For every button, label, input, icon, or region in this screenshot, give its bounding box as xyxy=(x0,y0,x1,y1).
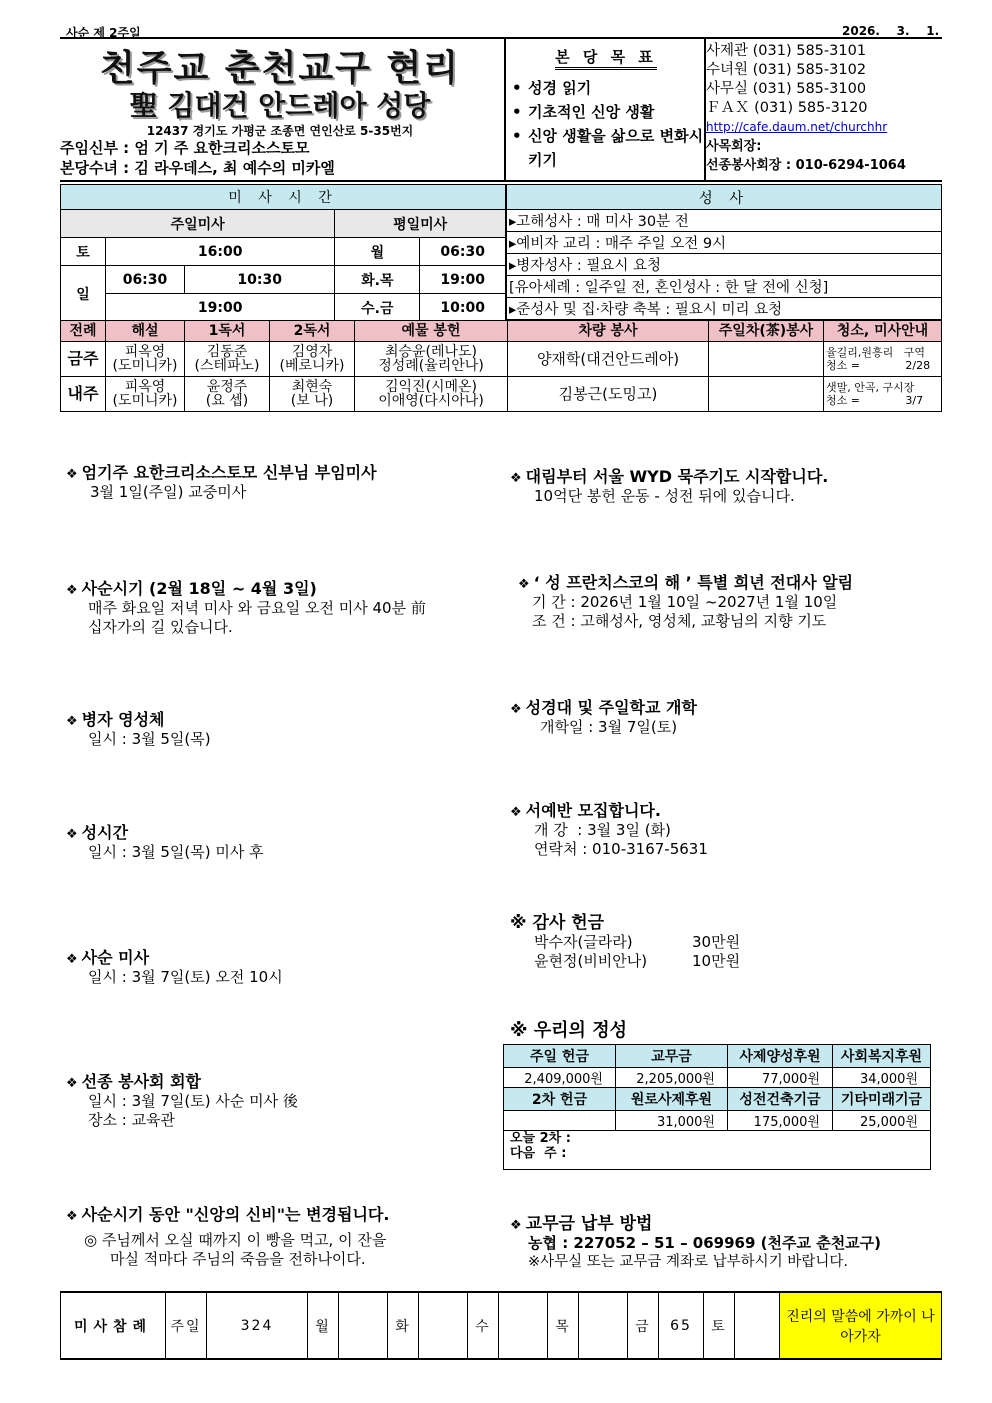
service-head: 선종봉사회장 : 010-6294-1064 xyxy=(706,158,906,173)
diamond-bullet-icon: ❖ xyxy=(66,1076,78,1091)
notice-item: ❖ 병자 영성체 일시 : 3월 5일(목) xyxy=(66,710,211,748)
offering-value xyxy=(504,1111,616,1131)
mass-times-title: 미 사 시 간 xyxy=(61,185,506,210)
notice-item: ❖ 엄기주 요한크리소스토모 신부님 부임미사 3월 1일(주일) 교중미사 xyxy=(66,463,377,501)
attendance-value: 324 xyxy=(207,1292,308,1359)
reference-mark-icon: ※ xyxy=(510,913,533,933)
pastor-name: 주임신부 : 엄 기 주 요한크리소스토모 xyxy=(60,139,310,157)
attendance-value xyxy=(579,1292,628,1359)
bulletin-header xyxy=(60,38,942,182)
sat-label: 토 xyxy=(61,238,106,266)
tuethu-label: 화.목 xyxy=(335,266,420,294)
church-subtitle: 聖 김대건 안드레아 성당 xyxy=(129,89,431,122)
wedfri-label: 수.금 xyxy=(335,294,420,322)
tuethu-time: 19:00 xyxy=(420,266,506,294)
first-reader: 김동준 (스테파노) xyxy=(185,342,270,377)
attendance-day: 금 xyxy=(628,1292,659,1359)
bank-account: 농협 : 227052 – 51 – 069969 (천주교 춘천교구) xyxy=(528,1234,882,1252)
contact-fax: ＦＡＸ (031) 585-3120 xyxy=(706,100,868,116)
duty-header: 해설 xyxy=(106,321,185,342)
second-reader: 최현숙 (보 나) xyxy=(270,377,355,412)
duty-header: 청소, 미사안내 xyxy=(824,321,942,342)
mass-times-table xyxy=(60,184,506,322)
sacrament-line: ▸예비자 교리 : 매주 주일 오전 9시 xyxy=(507,232,942,254)
payment-note: ※사무실 또는 교무금 계좌로 납부하시기 바랍니다. xyxy=(528,1254,848,1270)
tea-service xyxy=(709,377,824,412)
week-label: 금주 xyxy=(61,342,106,377)
contact-rectory: 사제관 (031) 585-3101 xyxy=(706,43,867,59)
wedfri-time: 10:00 xyxy=(420,294,506,322)
diamond-bullet-icon: ❖ xyxy=(518,577,530,592)
attendance-day: 목 xyxy=(548,1292,579,1359)
offering-value: 25,000원 xyxy=(833,1111,931,1131)
church-title: 천주교 춘천교구 현리 xyxy=(99,48,461,89)
attendance-value xyxy=(419,1292,468,1359)
notice-item: ❖ 사순시기 (2월 18일 ~ 4월 3일) 매주 화요일 저녁 미사 와 금요일 오전 미사 40분 前 십자가의 길 있습니다. xyxy=(66,579,426,636)
offering-value: 2,409,000원 xyxy=(504,1068,616,1088)
table-row xyxy=(61,342,942,377)
offering-header: 주일 헌금 xyxy=(504,1045,616,1068)
council-president: 사목회장: xyxy=(706,139,762,154)
diamond-bullet-icon: ❖ xyxy=(66,467,78,482)
sacraments-table xyxy=(506,184,942,320)
attendance-day: 수 xyxy=(468,1292,499,1359)
reference-mark-icon: ※ xyxy=(510,1020,534,1041)
goal-item: • 기초적인 신앙 생활 xyxy=(506,100,706,124)
liturgical-week: 사순 제 2주일 xyxy=(66,26,141,40)
diamond-bullet-icon: ❖ xyxy=(66,952,78,967)
goal-item: • 성경 읽기 xyxy=(506,76,706,100)
motto: 진리의 말씀에 가까이 나아가자 xyxy=(780,1292,942,1359)
notice-item: ❖ 사순시기 동안 "신앙의 신비"는 변경됩니다. ◎ 주님께서 오실 때까지 이 빵을 먹고, 이 잔을 마실 적마다 주님의 죽음을 전하나이다. xyxy=(66,1205,390,1268)
car-service: 양재학(대건안드레아) xyxy=(508,342,709,377)
duty-header: 주일차(茶)봉사 xyxy=(709,321,824,342)
diamond-bullet-icon: ❖ xyxy=(66,714,78,729)
sacrament-line: ▸고해성사 : 매 미사 30분 전 xyxy=(507,210,942,232)
duty-header: 전례 xyxy=(61,321,106,342)
sunday-mass-label: 주일미사 xyxy=(61,210,335,238)
duty-header: 2독서 xyxy=(270,321,355,342)
diamond-bullet-icon: ❖ xyxy=(66,1209,78,1224)
attendance-value: 65 xyxy=(659,1292,704,1359)
tea-service xyxy=(709,342,824,377)
offering-header: 교무금 xyxy=(616,1045,728,1068)
church-address: 12437 경기도 가평군 조종면 연인산로 5-35번지 xyxy=(146,124,414,138)
offertory: 김익진(시메온) 이애영(다시아나) xyxy=(355,377,508,412)
sun-time-3: 19:00 xyxy=(106,294,335,322)
attendance-bar xyxy=(60,1291,942,1360)
offering-value: 31,000원 xyxy=(616,1111,728,1131)
list-item: 윤현정(비비안나) 10만원 xyxy=(534,952,741,970)
commentator: 피옥영 (도미니카) xyxy=(106,377,185,412)
attendance-value xyxy=(735,1292,780,1359)
contact-info xyxy=(706,42,942,175)
mon-label: 월 xyxy=(335,238,420,266)
offering-table xyxy=(503,1044,931,1170)
offertory: 최승윤(레나도) 정성례(율리안나) xyxy=(355,342,508,377)
offering-value: 77,000원 xyxy=(728,1068,833,1088)
notice-item: ❖ 대림부터 서울 WYD 묵주기도 시작합니다. 10억단 봉헌 운동 - 성전 뒤에 있습니다. xyxy=(510,467,829,505)
diamond-bullet-icon: ❖ xyxy=(510,1218,522,1233)
sacrament-line: [유아세례 : 일주일 전, 혼인성사 : 한 달 전에 신청] xyxy=(507,276,942,298)
diamond-bullet-icon: ❖ xyxy=(510,805,522,820)
thanks-offering: ※ 감사 헌금 박수자(글라라) 30만원 윤현정(비비안나) 10만원 xyxy=(510,908,940,971)
notice-item: ❖ 성경대 및 주일학교 개학 개학일 : 3월 7일(토) xyxy=(510,698,697,736)
attendance-value xyxy=(499,1292,548,1359)
offering-value: 2,205,000원 xyxy=(616,1068,728,1088)
attendance-day: 토 xyxy=(704,1292,735,1359)
table-row xyxy=(61,377,942,412)
parish-goal-title: 본 당 목 표 xyxy=(508,46,704,67)
duty-header: 1독서 xyxy=(185,321,270,342)
offering-header: 2차 헌금 xyxy=(504,1088,616,1111)
car-service: 김봉근(도밍고) xyxy=(508,377,709,412)
goal-item: • 신앙 생활을 삶으로 변화시키기 xyxy=(506,124,706,172)
sun-label: 일 xyxy=(61,266,106,322)
commentator: 피옥영 (도미니카) xyxy=(106,342,185,377)
offering-header: 성전건축기금 xyxy=(728,1088,833,1111)
diamond-bullet-icon: ❖ xyxy=(66,827,78,842)
offering-header: 사회복지후원 xyxy=(833,1045,931,1068)
clergy-info xyxy=(60,138,335,178)
notice-item: ❖ 성시간 일시 : 3월 5일(목) 미사 후 xyxy=(66,823,264,861)
diamond-bullet-icon: ❖ xyxy=(510,471,522,486)
diamond-bullet-icon: ❖ xyxy=(66,583,78,598)
attendance-label: 미사참례 xyxy=(61,1292,166,1359)
attendance-day: 화 xyxy=(388,1292,419,1359)
duty-header: 예물 봉헌 xyxy=(355,321,508,342)
sun-time-2: 10:30 xyxy=(185,266,335,294)
contact-office: 사무실 (031) 585-3100 xyxy=(706,81,867,97)
offering-value: 175,000원 xyxy=(728,1111,833,1131)
second-collection-note: 오늘 2차 : 다음 주 : xyxy=(504,1131,931,1170)
attendance-value xyxy=(339,1292,388,1359)
notice-item: ❖ 사순 미사 일시 : 3월 7일(토) 오전 10시 xyxy=(66,948,283,986)
cleaning-info: 율길리,원흥리 구역 청소 = 2/28 xyxy=(824,342,942,377)
duty-header: 차량 봉사 xyxy=(508,321,709,342)
bulletin-date: 2026. 3. 1. xyxy=(842,24,940,38)
contact-convent: 수녀원 (031) 585-3102 xyxy=(706,62,867,78)
second-reader: 김영자 (베로니카) xyxy=(270,342,355,377)
offering-header: 원로사제후원 xyxy=(616,1088,728,1111)
sun-time-1: 06:30 xyxy=(106,266,185,294)
sacraments-title: 성 사 xyxy=(507,185,942,210)
notice-item: ❖ 서예반 모집합니다. 개 강 : 3월 3일 (화) 연락처 : 010-3167-5631 xyxy=(510,801,708,858)
cafe-link[interactable]: http://cafe.daum.net/churchhr xyxy=(706,120,888,134)
notice-item: ❖ 선종 봉사회 회합 일시 : 3월 7일(토) 사순 미사 後 장소 : 교육관 xyxy=(66,1072,298,1129)
nun-names: 본당수녀 : 김 라우데스, 최 예수의 미카엘 xyxy=(60,159,335,177)
offering-value: 34,000원 xyxy=(833,1068,931,1088)
duty-roster-table xyxy=(60,320,942,412)
parish-goals xyxy=(506,76,706,172)
offering-header: 사제양성후원 xyxy=(728,1045,833,1068)
cleaning-info: 샛말, 안곡, 구시장 청소 = 3/7 xyxy=(824,377,942,412)
attendance-day: 월 xyxy=(308,1292,339,1359)
payment-method: ❖ 교무금 납부 방법 농협 : 227052 – 51 – 069969 (천주교 춘천교구) ※사무실 또는 교무금 계좌로 납부하시기 바랍니다. xyxy=(510,1209,942,1272)
mon-time: 06:30 xyxy=(420,238,506,266)
attendance-day: 주일 xyxy=(166,1292,207,1359)
offering-title: ※ 우리의 정성 xyxy=(510,1020,627,1041)
first-reader: 윤정주 (요 셉) xyxy=(185,377,270,412)
weekday-mass-label: 평일미사 xyxy=(335,210,506,238)
offering-header: 기타미래기금 xyxy=(833,1088,931,1111)
diamond-bullet-icon: ❖ xyxy=(510,702,522,717)
notice-item: ❖ ‘ 성 프란치스코의 해 ’ 특별 희년 전대사 알림 기 간 : 2026년 1월 10일 ~2027년 1월 10일 조 건 : 고해성사, 영성체, 교황님의 지향 기도 xyxy=(518,573,854,630)
sacrament-line: ▸병자성사 : 필요시 요청 xyxy=(507,254,942,276)
week-label: 내주 xyxy=(61,377,106,412)
sat-time: 16:00 xyxy=(106,238,335,266)
sacrament-line: ▸준성사 및 집·차량 축복 : 필요시 미리 요청 xyxy=(507,298,942,320)
list-item: 박수자(글라라) 30만원 xyxy=(534,933,741,951)
